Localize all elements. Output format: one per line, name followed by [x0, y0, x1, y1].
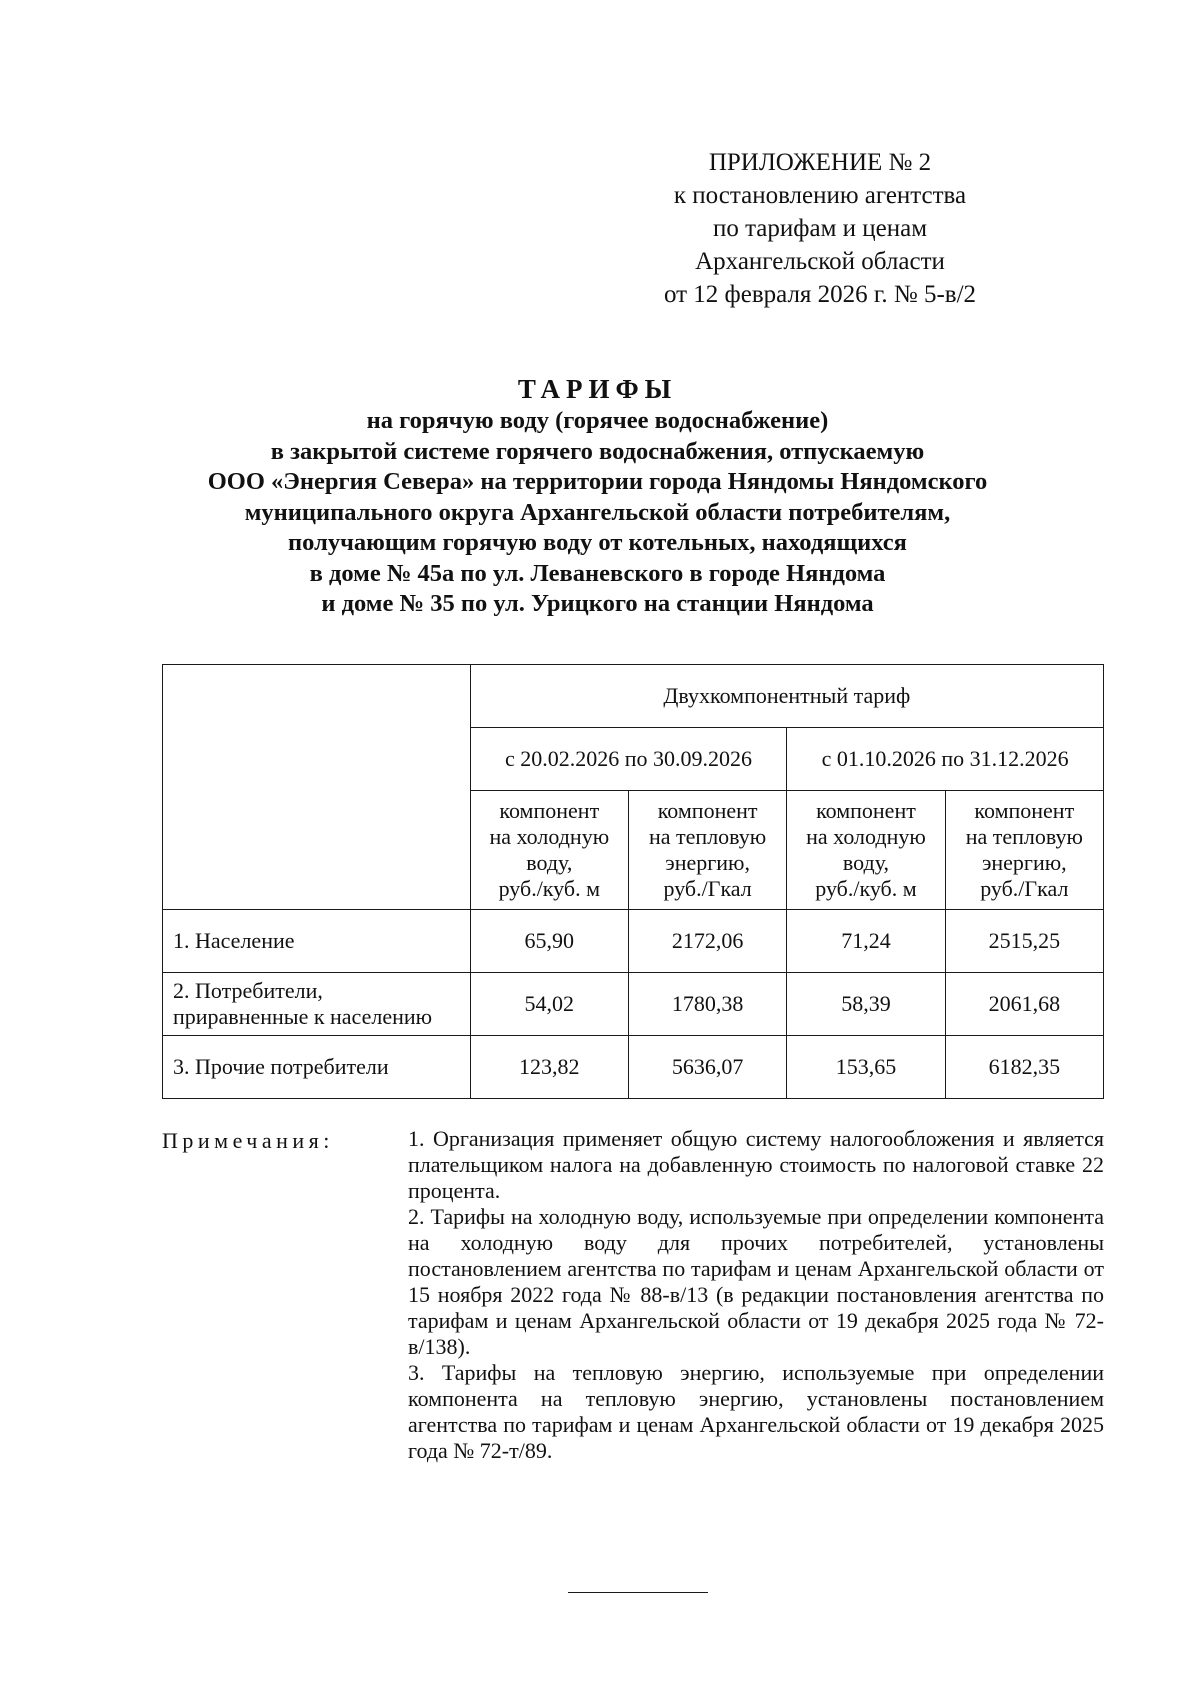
title-line: и доме № 35 по ул. Урицкого на станции Няндома — [321, 590, 874, 617]
value-cell: 71,24 — [787, 910, 945, 973]
value-cell: 58,39 — [787, 973, 945, 1036]
header-text: на холодную — [806, 824, 926, 849]
header-text: на тепловую — [649, 824, 767, 849]
row-label-text: 3. Прочие потребители — [173, 1054, 389, 1079]
value-cell: 2172,06 — [628, 910, 786, 973]
header-unit: руб./Гкал — [663, 876, 752, 901]
table-row-other-consumers — [163, 1036, 1104, 1099]
document-title — [120, 372, 1075, 620]
end-separator-line — [568, 1592, 708, 1593]
header-text: компонент — [657, 798, 758, 823]
header-text: на холодную — [489, 824, 610, 849]
title-line: муниципального округа Архангельской области потребителям, — [244, 498, 951, 526]
appendix-number: ПРИЛОЖЕНИЕ № 2 — [708, 149, 932, 176]
title-line: в закрытой системе горячего водоснабжения, отпускаемую — [270, 437, 925, 465]
title-line: получающим горячую воду от котельных, находящихся — [288, 529, 907, 556]
row-label — [163, 910, 471, 973]
value-cell: 123,82 — [470, 1036, 628, 1099]
table-corner-cell — [163, 665, 471, 910]
header-component-cold-water — [787, 791, 945, 910]
table-row-population — [163, 910, 1104, 973]
header-text: на тепловую — [965, 824, 1083, 849]
header-period-1: с 20.02.2026 по 30.09.2026 — [470, 728, 787, 791]
notes-list — [408, 1126, 1104, 1464]
value-cell: 65,90 — [470, 910, 628, 973]
header-text: компонент — [974, 798, 1075, 823]
appendix-header — [620, 146, 1020, 311]
value-cell: 2515,25 — [945, 910, 1103, 973]
row-label-text: 2. Потребители, — [173, 978, 323, 1003]
header-unit: руб./куб. м — [498, 876, 601, 901]
row-label-text: приравненные к населению — [173, 1004, 433, 1029]
value-cell: 54,02 — [470, 973, 628, 1036]
title-line: на горячую воду (горячее водоснабжение) — [366, 407, 829, 434]
appendix-line-4: Архангельской области — [695, 248, 945, 275]
header-text: энергию, — [665, 850, 750, 875]
header-component-cold-water — [470, 791, 628, 910]
notes-label: Примечания: — [162, 1128, 334, 1153]
value-cell: 6182,35 — [945, 1036, 1103, 1099]
value-cell: 5636,07 — [628, 1036, 786, 1099]
header-text: компонент — [816, 798, 916, 823]
note-item: 2. Тарифы на холодную воду, используемые при определении компонента на холодную воду для прочих потребителей, установлены постановлением агентства по тарифам и ценам Архангельской области от 15 ноября 2022 года № 88-в/13 (в редакции постановления агентства по тарифам и ценам Архангельской области от 19 декабря 2025 года № 72-в/138). — [408, 1204, 1104, 1359]
header-component-heat-energy — [945, 791, 1103, 910]
header-text: воду, — [526, 850, 573, 875]
note-item: 3. Тарифы на тепловую энергию, используемые при определении компонента на тепловую энергию, установлены постановлением агентства по тарифам и ценам Архангельской области от 19 декабря 2025 года № 72-т/89. — [408, 1360, 1104, 1463]
note-item: 1. Организация применяет общую систему налогообложения и является плательщиком налога на добавленную стоимость по налоговой ставке 22 процента. — [408, 1126, 1104, 1203]
header-unit: руб./куб. м — [815, 876, 917, 901]
row-label-text: 1. Население — [173, 928, 295, 953]
tariff-table — [162, 664, 1104, 1099]
appendix-line-2: к постановлению агентства — [673, 182, 967, 209]
table-row-equivalent-consumers — [163, 973, 1104, 1036]
header-text: компонент — [499, 798, 600, 823]
value-cell: 153,65 — [787, 1036, 945, 1099]
header-text: энергию, — [981, 850, 1067, 875]
header-two-component-tariff: Двухкомпонентный тариф — [470, 665, 1103, 728]
value-cell: 2061,68 — [945, 973, 1103, 1036]
row-label — [163, 973, 471, 1036]
appendix-line-3: по тарифам и ценам — [712, 215, 928, 242]
row-label — [163, 1036, 471, 1099]
title-line: ООО «Энергия Севера» на территории города Няндомы Няндомского — [207, 468, 988, 495]
title-line: в доме № 45а по ул. Леваневского в городе Няндома — [309, 559, 886, 587]
value-cell: 1780,38 — [628, 973, 786, 1036]
header-text: воду, — [842, 850, 890, 875]
header-unit: руб./Гкал — [980, 876, 1069, 901]
appendix-date: от 12 февраля 2026 г. № 5-в/2 — [663, 281, 977, 308]
header-component-heat-energy — [628, 791, 786, 910]
header-period-2: с 01.10.2026 по 31.12.2026 — [787, 728, 1104, 791]
title-main: ТАРИФЫ — [517, 374, 678, 404]
